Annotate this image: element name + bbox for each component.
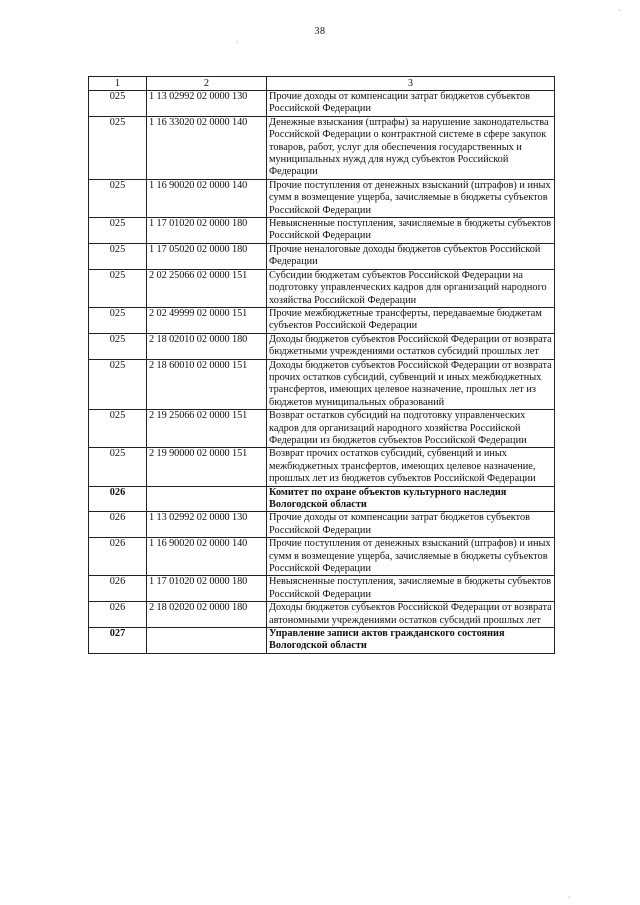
description-cell: Невыясненные поступления, зачисляемые в бюджеты субъектов Российской Федерации	[267, 576, 555, 602]
table-row	[89, 448, 555, 486]
table-row	[89, 359, 555, 410]
budget-code-cell: 2 18 02010 02 0000 180	[147, 333, 267, 359]
description-cell: Денежные взыскания (штрафы) за нарушение законодательства Российской Федерации о контрактной системе в сфере закупок товаров, работ, услуг для обеспечения государственных и муниципальных нужд для нужд субъектов Российской Федерации	[267, 116, 555, 179]
description-cell: Прочие поступления от денежных взысканий (штрафов) и иных сумм в возмещение ущерба, зачисляемые в бюджеты субъектов Российской Федерации	[267, 538, 555, 576]
budget-code-cell: 1 16 90020 02 0000 140	[147, 538, 267, 576]
admin-code-cell: 025	[89, 179, 147, 217]
admin-code-cell: 025	[89, 243, 147, 269]
scan-speck: ·	[568, 893, 571, 902]
description-cell: Возврат остатков субсидий на подготовку управленческих кадров для организаций народного хозяйства Российской Федерации из бюджетов субъектов Российской Федерации	[267, 410, 555, 448]
table-row	[89, 269, 555, 307]
admin-code-cell: 026	[89, 486, 147, 512]
budget-code-cell: 2 19 25066 02 0000 151	[147, 410, 267, 448]
admin-code-cell: 025	[89, 269, 147, 307]
table-row	[89, 179, 555, 217]
table-row	[89, 243, 555, 269]
budget-code-cell: 2 18 60010 02 0000 151	[147, 359, 267, 410]
budget-code-cell	[147, 628, 267, 654]
table-row	[89, 91, 555, 117]
column-header: 1	[89, 77, 147, 91]
admin-code-cell: 025	[89, 116, 147, 179]
budget-code-cell: 1 13 02992 02 0000 130	[147, 512, 267, 538]
column-header: 2	[147, 77, 267, 91]
description-cell: Доходы бюджетов субъектов Российской Федерации от возврата автономными учреждениями остатков субсидий прошлых лет	[267, 602, 555, 628]
budget-code-cell: 1 13 02992 02 0000 130	[147, 91, 267, 117]
scan-speck: ·	[236, 38, 239, 47]
description-cell: Доходы бюджетов субъектов Российской Федерации от возврата прочих остатков субсидий, субвенций и иных межбюджетных трансфертов, имеющих целевое назначение, прошлых лет из бюджетов муниципальных образований	[267, 359, 555, 410]
scan-speck: ·	[618, 6, 621, 15]
admin-code-cell: 025	[89, 91, 147, 117]
admin-code-cell: 025	[89, 333, 147, 359]
admin-code-cell: 025	[89, 448, 147, 486]
description-cell: Прочие доходы от компенсации затрат бюджетов субъектов Российской Федерации	[267, 512, 555, 538]
budget-code-cell: 2 02 25066 02 0000 151	[147, 269, 267, 307]
admin-code-cell: 026	[89, 512, 147, 538]
budget-code-cell: 1 16 90020 02 0000 140	[147, 179, 267, 217]
table-body	[89, 91, 555, 654]
admin-code-cell: 025	[89, 218, 147, 244]
budget-code-cell: 1 17 01020 02 0000 180	[147, 576, 267, 602]
description-cell: Прочие межбюджетные трансферты, передаваемые бюджетам субъектов Российской Федерации	[267, 307, 555, 333]
description-cell: Субсидии бюджетам субъектов Российской Федерации на подготовку управленческих кадров для организаций народного хозяйства Российской Федерации	[267, 269, 555, 307]
table-row	[89, 576, 555, 602]
page-number: 38	[314, 26, 326, 37]
description-cell: Прочие доходы от компенсации затрат бюджетов субъектов Российской Федерации	[267, 91, 555, 117]
table-header-row	[89, 77, 555, 91]
table-row	[89, 512, 555, 538]
admin-code-cell: 025	[89, 410, 147, 448]
admin-code-cell: 026	[89, 576, 147, 602]
budget-code-cell: 1 17 05020 02 0000 180	[147, 243, 267, 269]
table-row	[89, 116, 555, 179]
table-row	[89, 410, 555, 448]
budget-code-cell: 1 16 33020 02 0000 140	[147, 116, 267, 179]
budget-revenue-table	[88, 76, 555, 654]
budget-code-cell: 2 18 02020 02 0000 180	[147, 602, 267, 628]
budget-code-cell: 1 17 01020 02 0000 180	[147, 218, 267, 244]
budget-code-cell: 2 19 90000 02 0000 151	[147, 448, 267, 486]
description-cell: Невыясненные поступления, зачисляемые в бюджеты субъектов Российской Федерации	[267, 218, 555, 244]
table-row	[89, 486, 555, 512]
table-row	[89, 538, 555, 576]
description-cell: Прочие неналоговые доходы бюджетов субъектов Российской Федерации	[267, 243, 555, 269]
description-cell: Доходы бюджетов субъектов Российской Федерации от возврата бюджетными учреждениями остатков субсидий прошлых лет	[267, 333, 555, 359]
description-cell: Возврат прочих остатков субсидий, субвенций и иных межбюджетных трансфертов, имеющих целевое назначение, прошлых лет из бюджетов субъектов Российской Федерации	[267, 448, 555, 486]
admin-code-cell: 026	[89, 602, 147, 628]
table-row	[89, 602, 555, 628]
budget-code-cell: 2 02 49999 02 0000 151	[147, 307, 267, 333]
table-row	[89, 333, 555, 359]
admin-code-cell: 025	[89, 359, 147, 410]
column-header: 3	[267, 77, 555, 91]
admin-code-cell: 026	[89, 538, 147, 576]
description-cell: Комитет по охране объектов культурного наследия Вологодской области	[267, 486, 555, 512]
budget-code-cell	[147, 486, 267, 512]
table-row	[89, 307, 555, 333]
description-cell: Управление записи актов гражданского состояния Вологодской области	[267, 628, 555, 654]
table-row	[89, 218, 555, 244]
table-row	[89, 628, 555, 654]
description-cell: Прочие поступления от денежных взысканий (штрафов) и иных сумм в возмещение ущерба, зачисляемые в бюджеты субъектов Российской Федерации	[267, 179, 555, 217]
admin-code-cell: 025	[89, 307, 147, 333]
admin-code-cell: 027	[89, 628, 147, 654]
